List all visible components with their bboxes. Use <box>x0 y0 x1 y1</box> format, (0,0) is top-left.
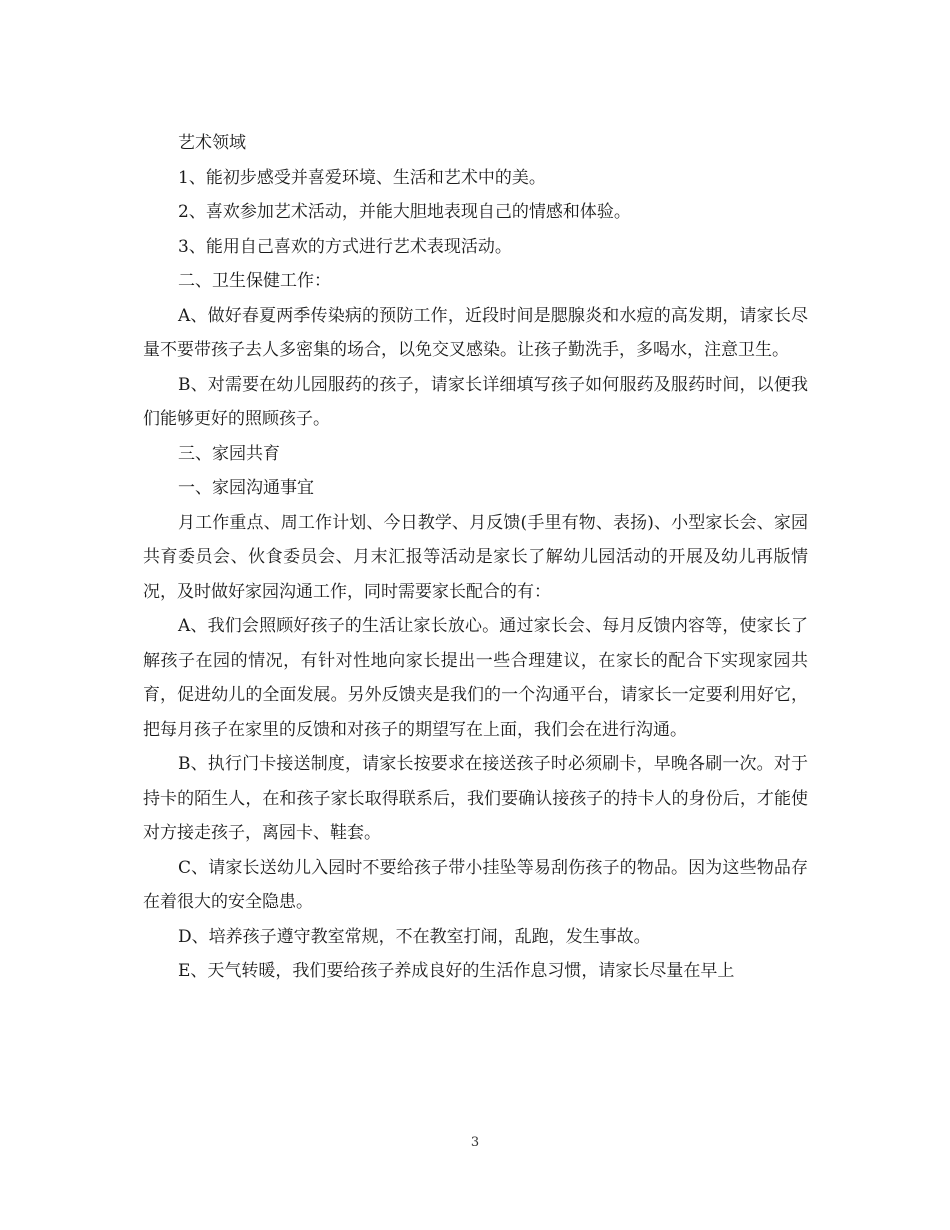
paragraph-art-goal-3: 3、能用自己喜欢的方式进行艺术表现活动。 <box>178 236 512 257</box>
page-number: 3 <box>470 1135 480 1150</box>
paragraph-art-goal-2: 2、喜欢参加艺术活动，并能大胆地表现自己的情感和体验。 <box>178 202 631 222</box>
paragraph-health-b: B、对需要在幼儿园服药的孩子，请家长详细填写孩子如何服药及服药时间，以便我们能够更好的照顾孩子。 <box>143 374 808 429</box>
document-body <box>143 126 808 989</box>
section-heading-health: 二、卫生保健工作： <box>178 271 331 291</box>
paragraph-communication-a: A、我们会照顾好孩子的生活让家长放心。通过家长会、每月反馈内容等，使家长了解孩子在园的情况，有针对性地向家长提出一些合理建议，在家长的配合下实现家园共育，促进幼儿的全面发展。另外反馈夹是我们的一个沟通平台，请家长一定要利用好它，把每月孩子在家里的反馈和对孩子的期望写在上面，我们会在进行沟通。 <box>143 616 808 740</box>
subsection-heading-communication: 一、家园沟通事宜 <box>178 478 314 498</box>
section-heading-art: 艺术领域 <box>178 133 246 153</box>
paragraph-art-goal-1: 1、能初步感受并喜爱环境、生活和艺术中的美。 <box>178 167 546 188</box>
section-heading-home-school: 三、家园共育 <box>178 443 280 464</box>
paragraph-communication-d: D、培养孩子遵守教室常规，不在教室打闹，乱跑，发生事故。 <box>178 926 651 947</box>
paragraph-communication-c: C、请家长送幼儿入园时不要给孩子带小挂坠等易刮伤孩子的物品。因为这些物品存在着很大的安全隐患。 <box>143 857 808 912</box>
paragraph-communication-e: E、天气转暖，我们要给孩子养成良好的生活作息习惯，请家长尽量在早上 <box>178 961 735 981</box>
paragraph-health-a: A、做好春夏两季传染病的预防工作，近段时间是腮腺炎和水痘的高发期，请家长尽量不要带孩子去人多密集的场合，以免交叉感染。让孩子勤洗手，多喝水，注意卫生。 <box>143 305 808 360</box>
paragraph-communication-intro: 月工作重点、周工作计划、今日教学、月反馈(手里有物、表扬)、小型家长会、家园共育委员会、伙食委员会、月末汇报等活动是家长了解幼儿园活动的开展及幼儿再版情况，及时做好家园沟通工作，同时需要家长配合的有： <box>143 512 808 602</box>
paragraph-communication-b: B、执行门卡接送制度，请家长按要求在接送孩子时必须刷卡，早晚各刷一次。对于持卡的陌生人，在和孩子家长取得联系后，我们要确认接孩子的持卡人的身份后，才能使对方接走孩子，离园卡、鞋套。 <box>143 754 808 843</box>
